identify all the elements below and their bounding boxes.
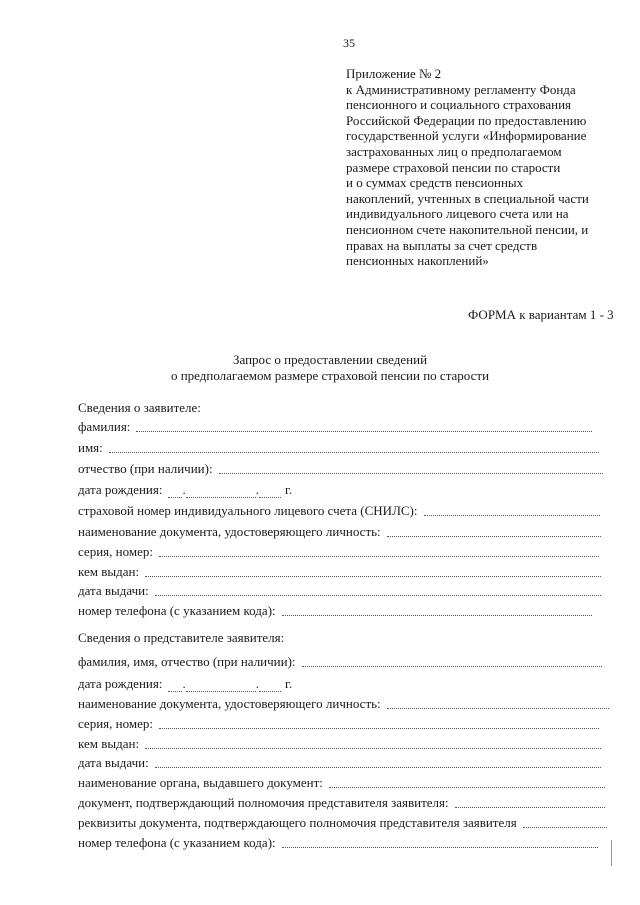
id-doc-field[interactable]: [387, 535, 601, 537]
rep-issue-date-label: дата выдачи:: [78, 755, 149, 770]
issue-date-label: дата выдачи:: [78, 583, 149, 598]
patronymic-label: отчество (при наличии):: [78, 461, 213, 476]
page-number: 35: [343, 36, 355, 50]
rep-full-name-field[interactable]: [302, 665, 602, 667]
rep-phone-field[interactable]: [282, 846, 598, 848]
rep-issuing-org-field[interactable]: [329, 786, 605, 788]
rep-year-suffix: г.: [284, 676, 293, 691]
surname-field[interactable]: [136, 430, 592, 432]
rep-birth-date-field[interactable]: [162, 676, 292, 692]
rep-authority-details-field[interactable]: [523, 826, 607, 828]
patronymic-field[interactable]: [219, 472, 603, 474]
title-line-2: о предполагаемом размере страховой пенсии по старости: [170, 368, 490, 383]
birth-date-separator: .: [255, 482, 259, 497]
applicant-id-doc-row: [78, 522, 601, 540]
rep-id-doc-row: [78, 694, 609, 712]
appendix-line: индивидуального лицевого счета или на: [346, 206, 569, 222]
appendix-header: [346, 66, 616, 269]
appendix-line: Приложение № 2: [346, 66, 442, 81]
rep-id-doc-label: наименование документа, удостоверяющего личность:: [78, 696, 381, 711]
appendix-line: к Административному регламенту Фонда: [346, 81, 576, 97]
applicant-phone-row: [78, 601, 592, 619]
applicant-name-row: [78, 438, 599, 456]
rep-issued-by-label: кем выдан:: [78, 736, 140, 751]
series-field[interactable]: [159, 555, 599, 557]
document-title: [120, 352, 540, 384]
title-line-1: Запрос о предоставлении сведений: [232, 352, 428, 367]
applicant-surname-row: [78, 417, 592, 435]
applicant-birth-date-row: [78, 480, 292, 498]
rep-authority-doc-label: документ, подтверждающий полномочия представителя заявителя:: [78, 795, 449, 810]
rep-authority-doc-row: [78, 793, 605, 811]
rep-birth-date-separator: .: [255, 676, 259, 691]
applicant-snils-row: [78, 501, 600, 519]
representative-heading: Сведения о представителе заявителя:: [78, 630, 285, 645]
snils-label: страховой номер индивидуального лицевого счета (СНИЛС):: [78, 503, 418, 518]
rep-full-name-label: фамилия, имя, отчество (при наличии):: [78, 654, 296, 669]
rep-series-row: [78, 714, 599, 732]
rep-series-field[interactable]: [159, 727, 599, 729]
appendix-line: накоплений, учтенных в специальной части: [346, 190, 589, 206]
rep-birth-date-separator: .: [182, 676, 186, 691]
issue-date-field[interactable]: [155, 594, 601, 596]
rep-issue-date-field[interactable]: [155, 766, 601, 768]
id-doc-label: наименование документа, удостоверяющего личность:: [78, 524, 381, 539]
rep-issue-date-row: [78, 753, 601, 771]
rep-birth-date-label: дата рождения:: [78, 676, 163, 691]
applicant-heading: Сведения о заявителе:: [78, 400, 201, 415]
birth-month-blank[interactable]: [186, 485, 256, 498]
surname-label: фамилия:: [78, 419, 131, 434]
scan-artifact: [611, 840, 612, 866]
rep-birth-month-blank[interactable]: [186, 679, 256, 692]
appendix-line: пенсионных накоплений»: [346, 253, 489, 269]
rep-authority-details-label: реквизиты документа, подтверждающего полномочия представителя заявителя: [78, 815, 517, 830]
birth-date-separator: .: [182, 482, 186, 497]
appendix-line: государственной услуги «Информирование: [346, 128, 587, 144]
birth-year-blank[interactable]: [259, 485, 281, 498]
form-label: ФОРМА к вариантам 1 - 3: [468, 307, 614, 322]
issued-by-label: кем выдан:: [78, 564, 140, 579]
name-label: имя:: [78, 440, 103, 455]
appendix-line: и о суммах средств пенсионных: [346, 175, 524, 191]
applicant-patronymic-row: [78, 459, 603, 477]
year-suffix: г.: [284, 482, 293, 497]
appendix-line: размере страховой пенсии по старости: [346, 159, 561, 175]
rep-issuing-org-label: наименование органа, выдавшего документ:: [78, 775, 323, 790]
rep-id-doc-field[interactable]: [387, 707, 609, 709]
phone-field[interactable]: [282, 614, 592, 616]
rep-series-label: серия, номер:: [78, 716, 153, 731]
appendix-line: застрахованных лиц о предполагаемом: [346, 143, 562, 159]
appendix-line: пенсионном счете накопительной пенсии, и: [346, 221, 589, 237]
rep-phone-row: [78, 833, 598, 851]
appendix-line: правах на выплаты за счет средств: [346, 237, 538, 253]
name-field[interactable]: [109, 451, 599, 453]
appendix-line: пенсионного и социального страхования: [346, 97, 572, 113]
rep-birth-day-blank[interactable]: [168, 679, 182, 692]
rep-issued-by-row: [78, 734, 601, 752]
rep-issuing-org-row: [78, 773, 605, 791]
rep-full-name-row: [78, 652, 602, 670]
applicant-issued-by-row: [78, 562, 601, 580]
series-label: серия, номер:: [78, 544, 153, 559]
appendix-line: Российской Федерации по предоставлению: [346, 112, 587, 128]
birth-date-field[interactable]: [162, 482, 292, 498]
phone-label: номер телефона (с указанием кода):: [78, 603, 276, 618]
issued-by-field[interactable]: [145, 575, 601, 577]
rep-birth-date-row: [78, 674, 292, 692]
birth-date-label: дата рождения:: [78, 482, 163, 497]
rep-phone-label: номер телефона (с указанием кода):: [78, 835, 276, 850]
rep-birth-year-blank[interactable]: [259, 679, 281, 692]
applicant-issue-date-row: [78, 581, 601, 599]
rep-authority-details-row: [78, 813, 607, 831]
rep-issued-by-field[interactable]: [145, 747, 601, 749]
applicant-series-row: [78, 542, 599, 560]
rep-authority-doc-field[interactable]: [455, 806, 605, 808]
snils-field[interactable]: [424, 514, 600, 516]
birth-day-blank[interactable]: [168, 485, 182, 498]
